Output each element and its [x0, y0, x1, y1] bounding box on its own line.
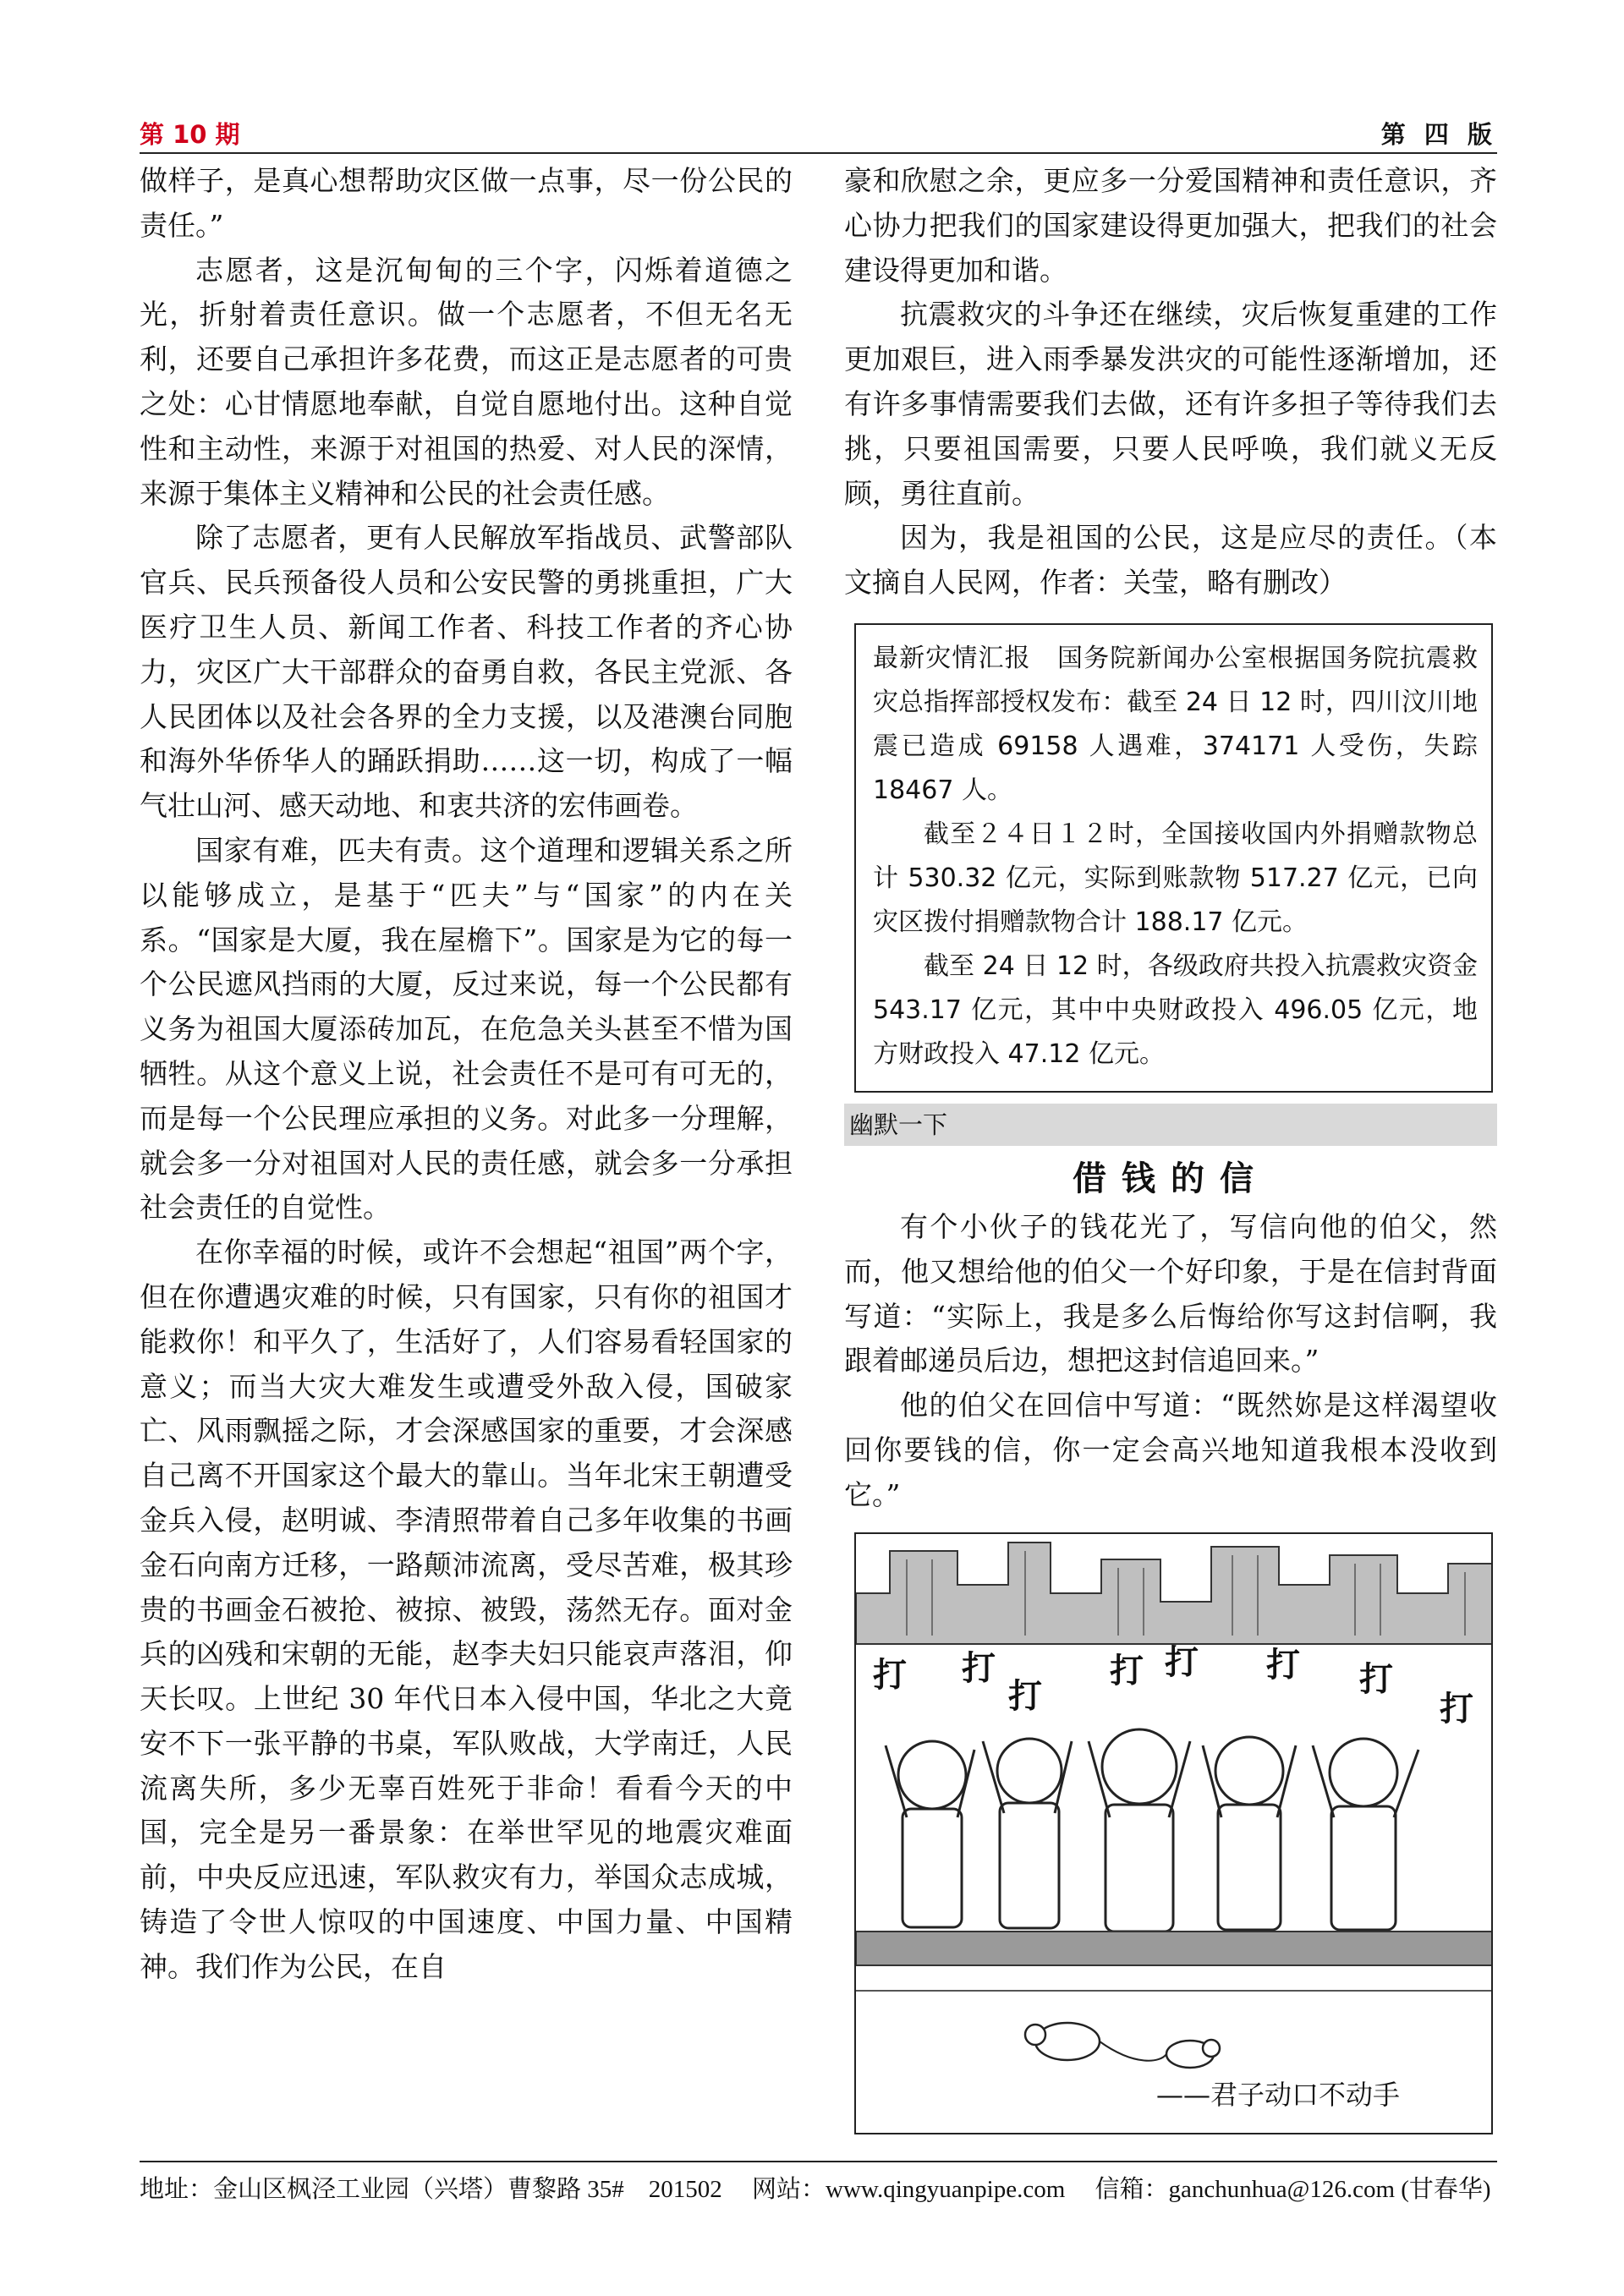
paragraph: 他的伯父在回信中写道：“既然妳是这样渴望收回你要钱的信，你一定会高兴地知道我根本没收到它。” [844, 1389, 1497, 1511]
shout-label: 打 [1110, 1652, 1144, 1690]
humor-section-header: 幽默一下 [844, 1104, 1497, 1146]
page-header [140, 114, 1497, 151]
shout-label: 打 [873, 1656, 907, 1695]
cartoon-caption: ——君子动口不动手 [1156, 2079, 1401, 2111]
footer-email[interactable]: 信箱：ganchunhua@126.com (甘春华) [1095, 2176, 1491, 2203]
disaster-report-box [854, 623, 1493, 1093]
humor-title: 借钱的信 [1073, 1159, 1269, 1198]
paragraph: 志愿者，这是沉甸甸的三个字，闪烁着道德之光，折射着责任意识。做一个志愿者，不但无名无利，还要自己承担许多花费，而这正是志愿者的可贵之处：心甘情愿地奉献，自觉自愿地付出。这种自觉性和主动性，来源于对祖国的热爱、对人民的深情，来源于集体主义精神和公民的社会责任感。 [140, 253, 793, 510]
footer-rule [140, 2161, 1497, 2162]
header-rule [140, 152, 1497, 154]
right-column [844, 159, 1497, 606]
paragraph: 除了志愿者，更有人民解放军指战员、武警部队官兵、民兵预备役人员和公安民警的勇挑重担，广大医疗卫生人员、新闻工作者、科技工作者的齐心协力，灾区广大干部群众的奋勇自救，各民主党派、各人民团体以及社会各界的全力支援，以及港澳台同胞和海外华侨华人的踊跃捐助……这一切，构成了一幅气壮山河、感天动地、和衷共济的宏伟画卷。 [140, 521, 793, 823]
humor-story [844, 1205, 1497, 1518]
notice-paragraph: 最新灾情汇报 国务院新闻办公室根据国务院抗震救灾总指挥部授权发布：截至 24 日 12 时，四川汶川地震已造成 69158 人遇难，374171 人受伤，失踪 18467 人。 [873, 644, 1478, 805]
shout-label: 打 [1440, 1690, 1473, 1729]
paragraph: 有个小伙子的钱花光了，写信向他的伯父，然而，他又想给他的伯父一个好印象，于是在信封背面写道：“实际上，我是多么后悔给你写这封信啊，我跟着邮递员后边，想把这封信追回来。” [844, 1210, 1497, 1378]
shout-label: 打 [962, 1649, 996, 1688]
cartoon-illustration [854, 1532, 1493, 2134]
notice-paragraph: 截至 24 日 12 时，各级政府共投入抗震救灾资金 543.17 亿元，其中中央财政投入 496.05 亿元，地方财政投入 47.12 亿元。 [873, 951, 1478, 1069]
left-column [140, 159, 793, 1990]
shout-label: 打 [1165, 1643, 1199, 1682]
paragraph: 在你幸福的时候，或许不会想起“祖国”两个字，但在你遭遇灾难的时候，只有国家，只有你的祖国才能救你！和平久了，生活好了，人们容易看轻国家的意义；而当大灾大难发生或遭受外敌入侵，国破家亡、风雨飘摇之际，才会深感国家的重要，才会深感自己离不开国家这个最大的靠山。当年北宋王朝遭受金兵入侵，赵明诚、李清照带着自己多年收集的书画金石向南方迁移，一路颠沛流离，受尽苦难，极其珍贵的书画金石被抢、被掠、被毁，荡然无存。面对金兵的凶残和宋朝的无能，赵李夫妇只能哀声落泪，仰天长叹。上世纪 30 年代日本入侵中国，华北之大竟安不下一张平静的书桌，军队败战，大学南迁，人民流离失所，多少无辜百姓死于非命！看看今天的中国，完全是另一番景象：在举世罕见的地震灾难面前，中央反应迅速，军队救灾有力，举国众志成城，铸造了令世人惊叹的中国速度、中国力量、中国精神。我们作为公民，在自 [140, 1236, 793, 1983]
shout-label: 打 [1266, 1646, 1300, 1685]
page-footer [140, 2170, 1497, 2205]
shout-label: 打 [1359, 1660, 1393, 1699]
shout-label: 打 [1008, 1677, 1042, 1716]
paragraph: 因为，我是祖国的公民，这是应尽的责任。（本文摘自人民网，作者：关莹，略有删改） [844, 521, 1497, 600]
paragraph: 国家有难，匹夫有责。这个道理和逻辑关系之所以能够成立，是基于“匹夫”与“国家”的内在关系。“国家是大厦，我在屋檐下”。国家是为它的每一个公民遮风挡雨的大厦，反过来说，每一个公民都有义务为祖国大厦添砖加瓦，在危急关头甚至不惜为国牺牲。从这个意义上说，社会责任不是可有可无的，而是每一个公民理应承担的义务。对此多一分理解，就会多一分对祖国对人民的责任感，就会多一分承担社会责任的自觉性。 [140, 833, 793, 1225]
page-number: 第 四 版 [1380, 120, 1497, 149]
cartoon-drawing [856, 1534, 1493, 2134]
issue-number: 第 10 期 [140, 120, 240, 149]
footer-website[interactable]: 网站：www.qingyuanpipe.com [752, 2176, 1066, 2203]
footer-address: 地址：金山区枫泾工业园（兴塔）曹黎路 35# 201502 [140, 2176, 722, 2203]
paragraph: 抗震救灾的斗争还在继续，灾后恢复重建的工作更加艰巨，进入雨季暴发洪灾的可能性逐渐增加，还有许多事情需要我们去做，还有许多担子等待我们去挑，只要祖国需要，只要人民呼唤，我们就义无反顾，勇往直前。 [844, 298, 1497, 510]
paragraph: 豪和欣慰之余，更应多一分爱国精神和责任意识，齐心协力把我们的国家建设得更加强大，把我们的社会建设得更加和谐。 [844, 164, 1497, 287]
paragraph: 做样子，是真心想帮助灾区做一点事，尽一份公民的责任。” [140, 164, 793, 242]
notice-paragraph: 截至２４日１２时，全国接收国内外捐赠款物总计 530.32 亿元，实际到账款物 517.27 亿元，已向灾区拨付捐赠款物合计 188.17 亿元。 [873, 819, 1478, 937]
